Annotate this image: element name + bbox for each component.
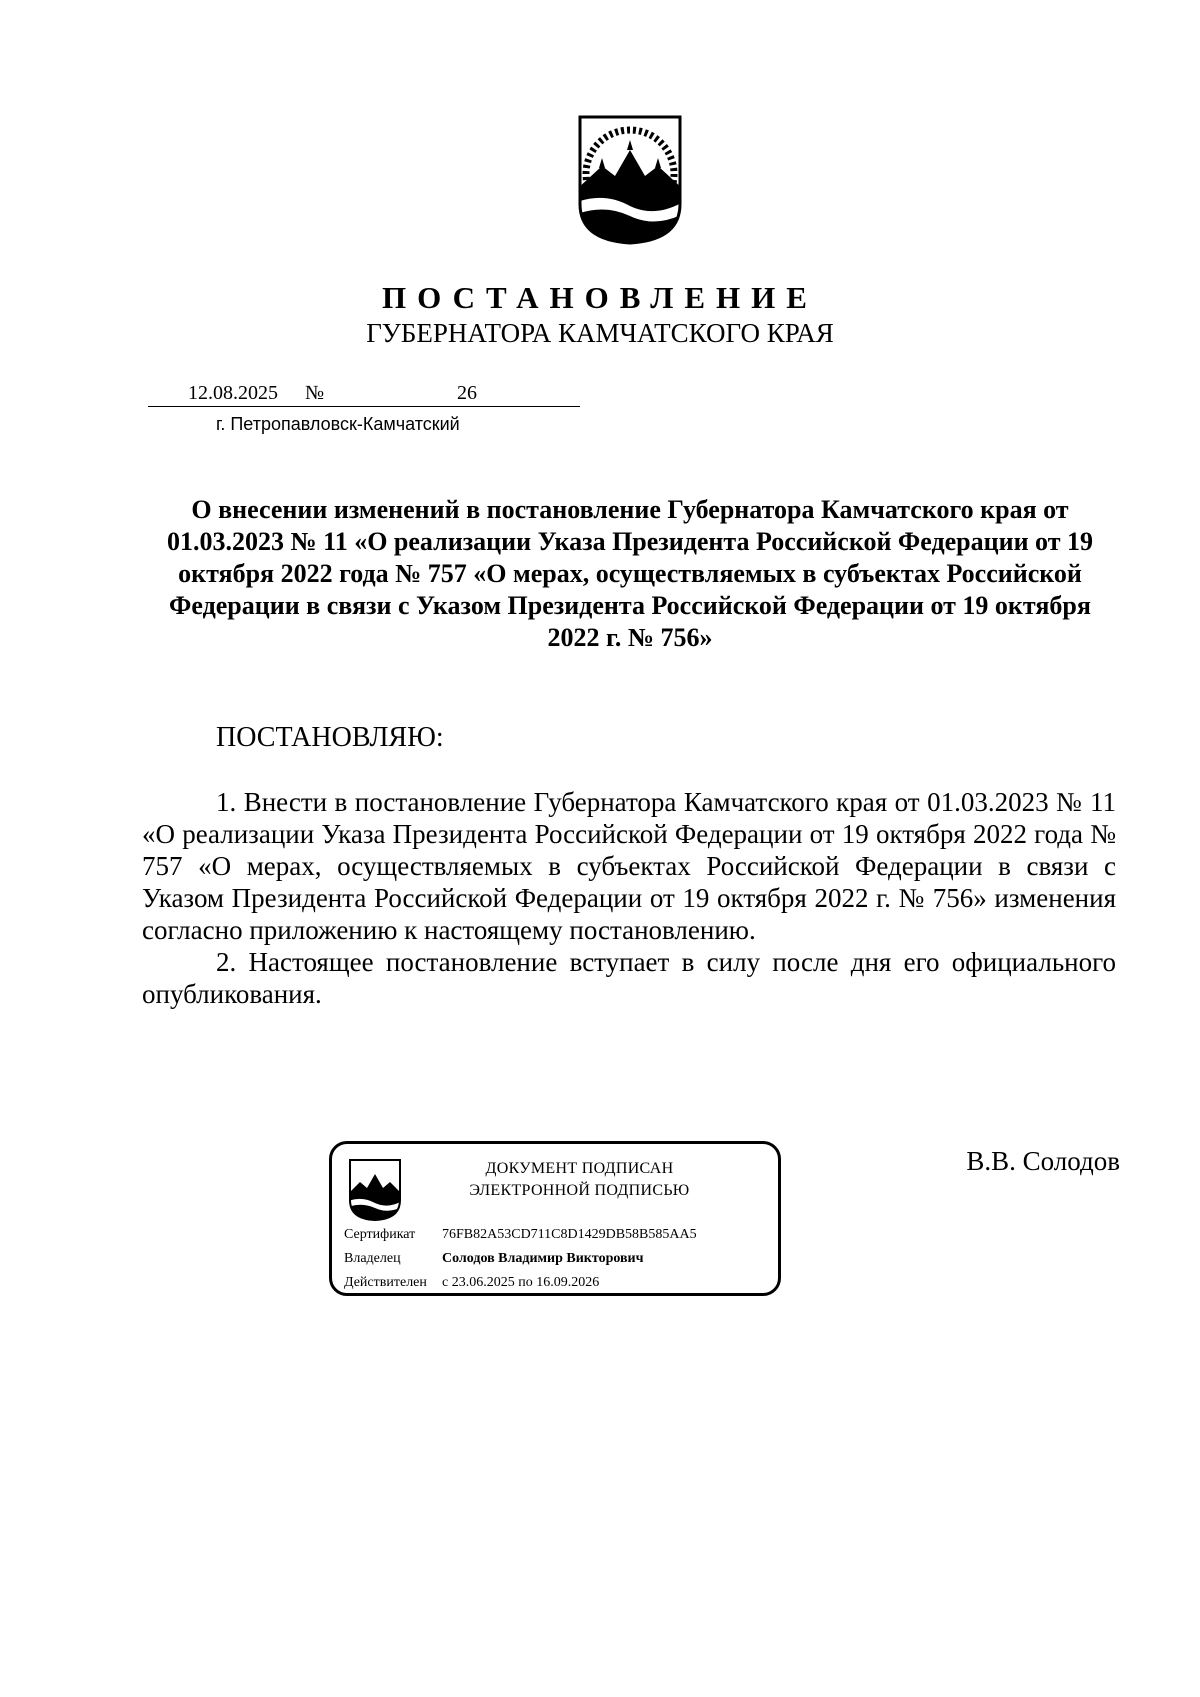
owner-label: Владелец <box>344 1251 401 1266</box>
document-number: 26 <box>341 380 580 407</box>
paragraph-1: 1. Внести в постановление Губернатора Камчатского края от 01.03.2023 № 11 «О реализации Указа Президента Российской Федерации от 19 октября 2022 года № 757 «О мерах, осуществляемых в субъектах Российской Федерации в связи с Указом Президента Российской Федерации от 19 октября 2022 г. № 756» изменения согласно приложению к настоящему постановлению. <box>142 787 1116 945</box>
stamp-heading-line-1: ДОКУМЕНТ ПОДПИСАН <box>485 1160 674 1177</box>
document-city: г. Петропавловск-Камчатский <box>216 414 460 434</box>
document-date: 12.08.2025 <box>148 380 303 407</box>
decree-word: ПОСТАНОВЛЯЮ: <box>216 722 444 753</box>
certificate-row <box>344 1226 697 1244</box>
kamchatka-coat-of-arms-icon <box>577 114 683 246</box>
owner-row <box>344 1250 644 1268</box>
validity-value: с 23.06.2025 по 16.09.2026 <box>442 1275 600 1290</box>
certificate-label: Сертификат <box>344 1227 416 1242</box>
certificate-value: 76FB82A53CD711C8D1429DB58B585AA5 <box>442 1227 697 1242</box>
validity-row <box>344 1274 599 1292</box>
stamp-heading <box>422 1158 737 1202</box>
validity-label: Действителен <box>344 1275 427 1290</box>
stamp-heading-line-2: ЭЛЕКТРОННОЙ ПОДПИСЬЮ <box>469 1182 690 1199</box>
document-heading: О внесении изменений в постановление Губернатора Камчатского края от 01.03.2023 № 11 «О реализации Указа Президента Российской Федерации от 19 октября 2022 года № 757 «О мерах, осуществляемых в субъектах Российской Федерации в связи с Указом Президента Российской Федерации от 19 октября 2022 г. № 756» <box>167 495 1093 652</box>
document-number-label: № <box>303 380 341 407</box>
electronic-signature-stamp <box>329 1141 781 1296</box>
issuing-authority: ГУБЕРНАТОРА КАМЧАТСКОГО КРАЯ <box>366 318 834 348</box>
document-type-title: ПОСТАНОВЛЕНИЕ <box>382 280 818 315</box>
document-body <box>142 786 1116 1010</box>
owner-value: Солодов Владимир Викторович <box>442 1251 644 1266</box>
signer-name: В.В. Солодов <box>966 1146 1120 1176</box>
stamp-coat-of-arms-icon <box>348 1158 402 1222</box>
paragraph-2: 2. Настоящее постановление вступает в силу после дня его официального опубликования. <box>142 947 1116 1009</box>
